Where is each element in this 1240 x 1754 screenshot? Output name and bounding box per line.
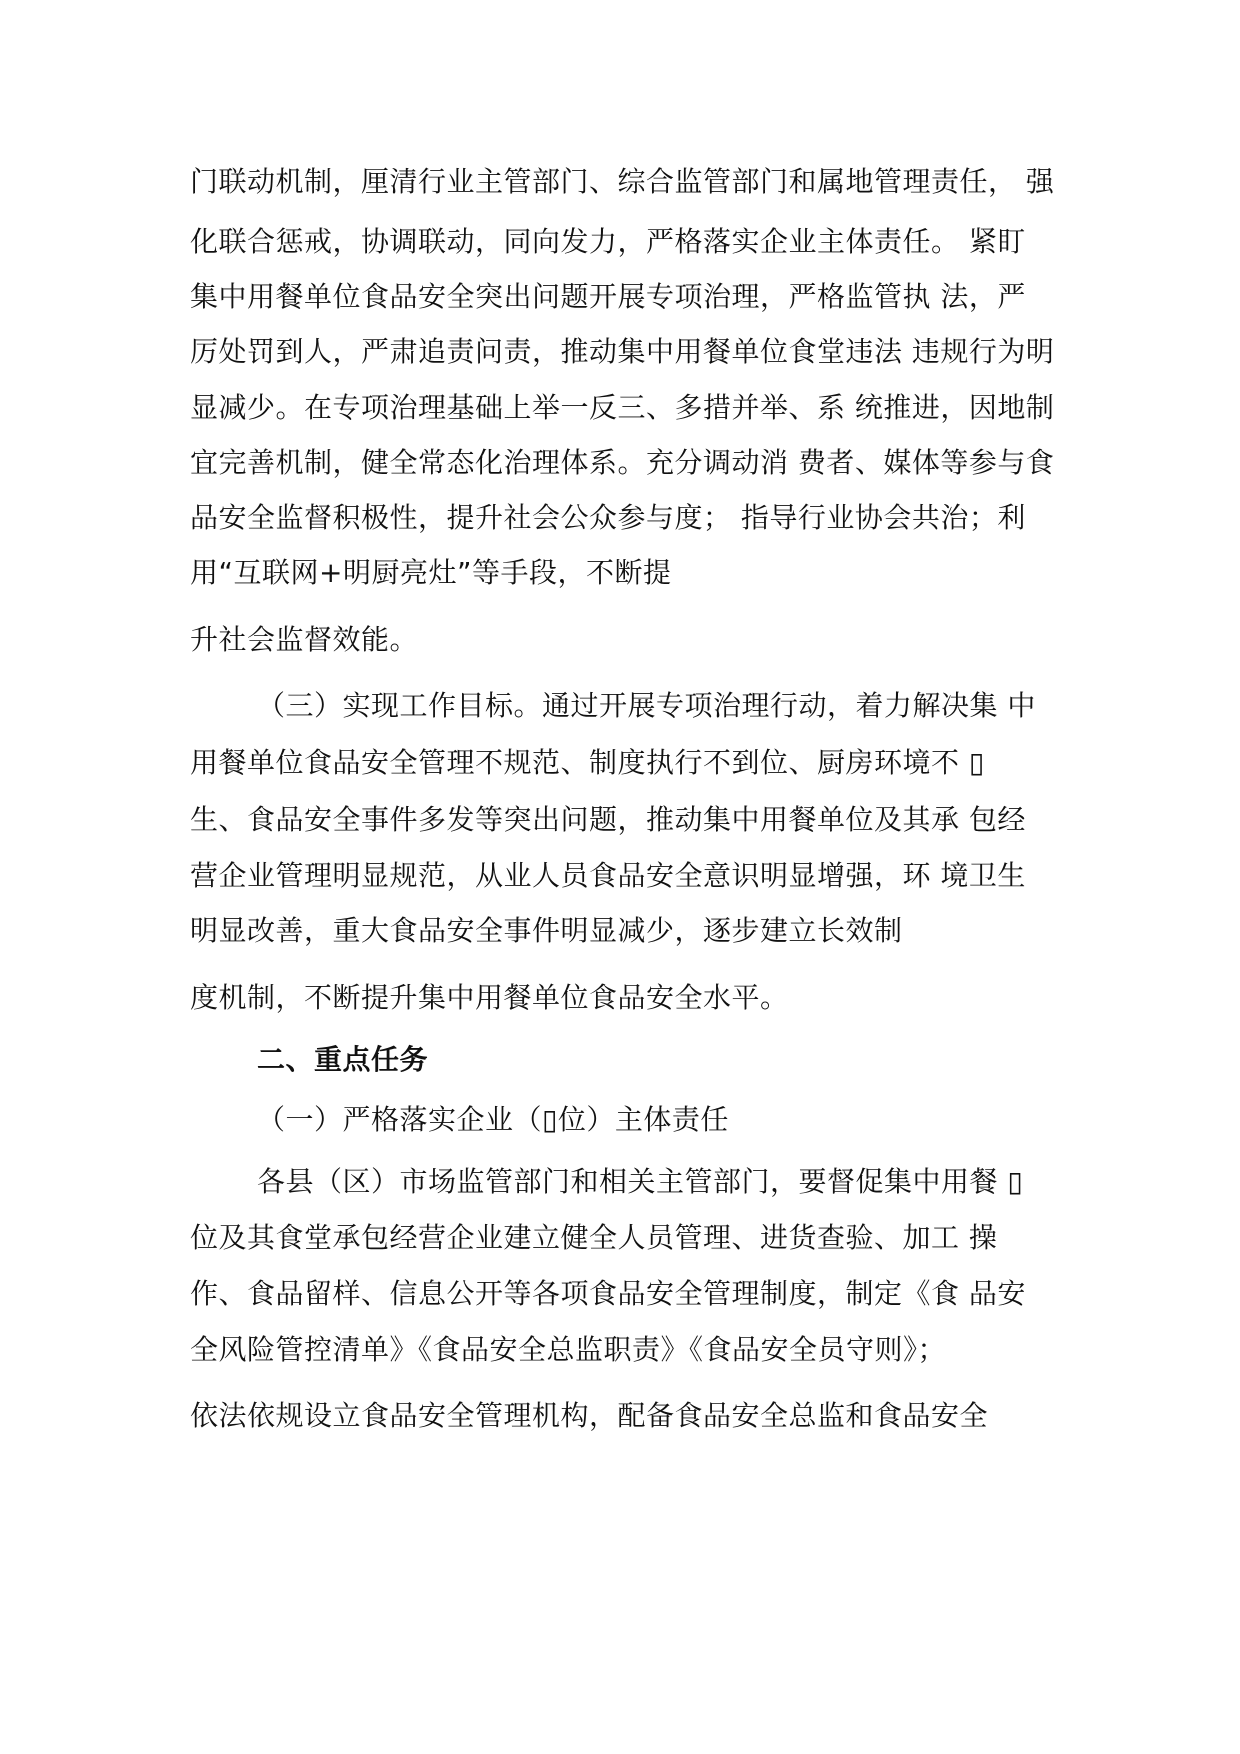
text-line: 用餐单位食品安全管理不规范、制度执行不到位、厨房环境不 ▯	[190, 746, 985, 779]
subsection-1-heading: （一）严格落实企业（▯位）主体责任	[257, 1103, 729, 1136]
text-line: 营企业管理明显规范，从业人员食品安全意识明显增强，环 境卫生	[190, 859, 1026, 892]
section-title-key-tasks: 二、重点任务	[257, 1043, 429, 1076]
text-line: 度机制，不断提升集中用餐单位食品安全水平。	[190, 981, 789, 1014]
text-line: 依法依规设立食品安全管理机构，配备食品安全总监和食品安全	[190, 1399, 989, 1432]
text-line: 宜完善机制，健全常态化治理体系。充分调动消 费者、媒体等参与食	[190, 446, 1055, 479]
text-line: 化联合惩戒，协调联动，同向发力，严格落实企业主体责任。 紧盯	[190, 225, 1026, 258]
text-line: 明显改善，重大食品安全事件明显减少，逐步建立长效制	[190, 914, 903, 947]
section-3-heading: （三）实现工作目标。通过开展专项治理行动，着力解决集 中	[257, 689, 1036, 722]
text-line: 位及其食堂承包经营企业建立健全人员管理、进货查验、加工 操	[190, 1221, 998, 1254]
text-line: 门联动机制，厘清行业主管部门、综合监管部门和属地管理责任， 强	[190, 165, 1055, 198]
text-line: 作、食品留样、信息公开等各项食品安全管理制度，制定《食 品安	[190, 1277, 1026, 1310]
text-line: 用“互联网+明厨亮灶”等手段，不断提	[190, 556, 672, 589]
text-line: 显减少。在专项治理基础上举一反三、多措并举、系 统推进，因地制	[190, 391, 1055, 424]
text-line: 品安全监督积极性，提升社会公众参与度； 指导行业协会共治；利	[190, 501, 1026, 534]
text-line: 全风险管控清单》《食品安全总监职责》《食品安全员守则》；	[190, 1333, 947, 1366]
text-line: 厉处罚到人，严肃追责问责，推动集中用餐单位食堂违法 违规行为明	[190, 335, 1055, 368]
text-line: 升社会监督效能。	[190, 623, 419, 656]
text-line: 各县（区）市场监管部门和相关主管部门，要督促集中用餐 ▯	[257, 1165, 1024, 1198]
text-line: 生、食品安全事件多发等突出问题，推动集中用餐单位及其承 包经	[190, 803, 1026, 836]
text-line: 集中用餐单位食品安全突出问题开展专项治理，严格监管执 法，严	[190, 280, 1026, 313]
